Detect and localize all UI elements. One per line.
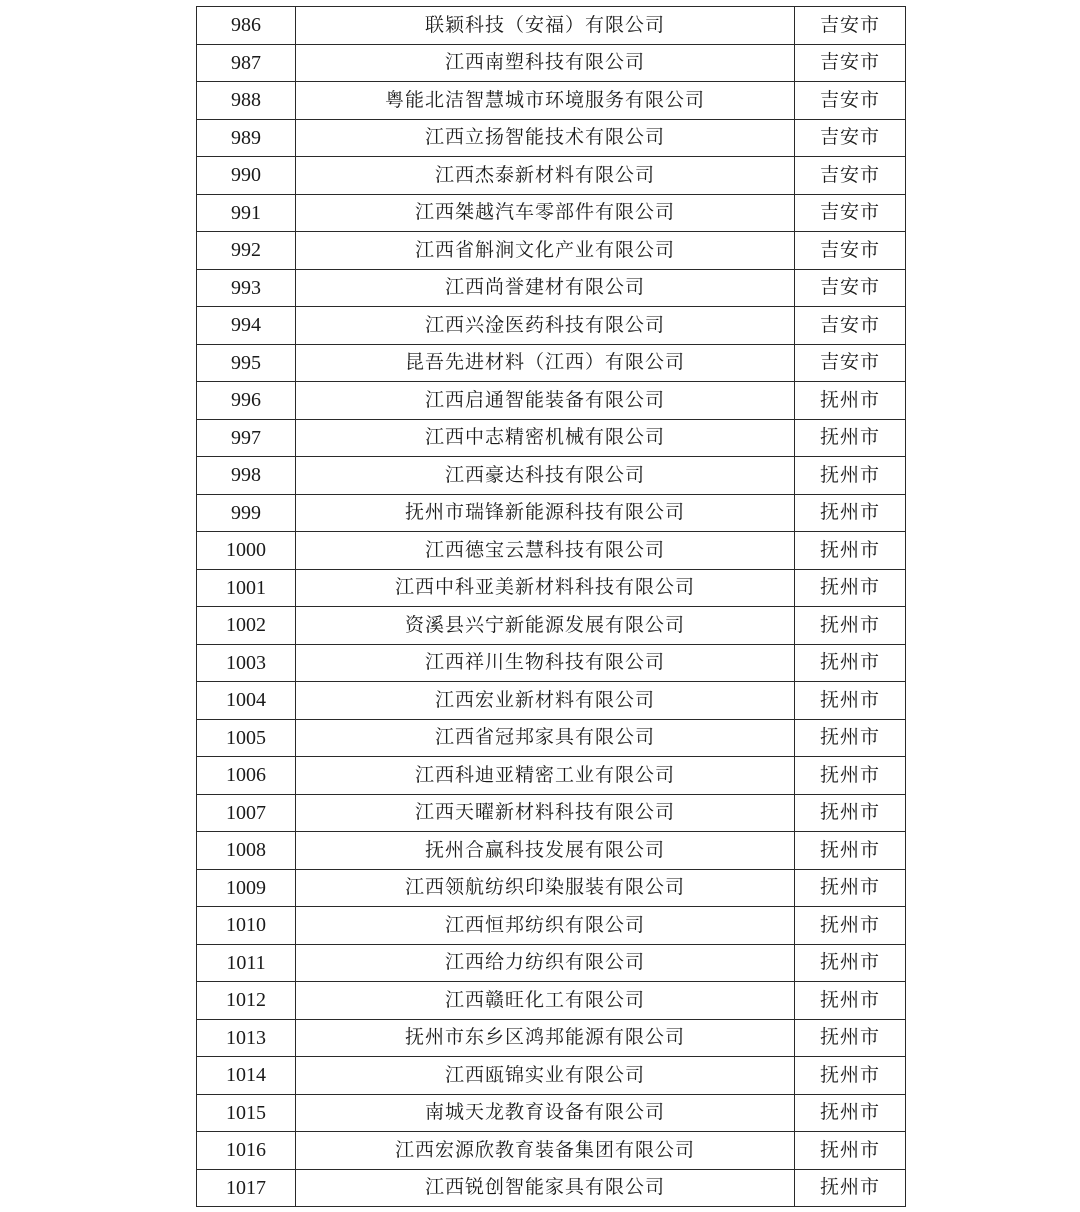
row-number-cell: 1010 — [197, 907, 296, 945]
row-number-cell: 994 — [197, 307, 296, 345]
row-number-cell: 1000 — [197, 532, 296, 570]
table-row — [197, 7, 906, 45]
table-row — [197, 44, 906, 82]
row-number-cell: 1003 — [197, 644, 296, 682]
city-cell: 抚州市 — [795, 719, 906, 757]
table-row — [197, 682, 906, 720]
company-name-cell: 江西恒邦纺织有限公司 — [296, 907, 795, 945]
city-cell: 抚州市 — [795, 532, 906, 570]
row-number-cell: 999 — [197, 494, 296, 532]
city-cell: 抚州市 — [795, 569, 906, 607]
company-name-cell: 江西宏源欣教育装备集团有限公司 — [296, 1132, 795, 1170]
company-name-cell: 江西立扬智能技术有限公司 — [296, 119, 795, 157]
company-list-table — [196, 6, 906, 1207]
company-name-cell: 江西锐创智能家具有限公司 — [296, 1169, 795, 1207]
city-cell: 吉安市 — [795, 82, 906, 120]
table-row — [197, 269, 906, 307]
company-name-cell: 江西南塑科技有限公司 — [296, 44, 795, 82]
city-cell: 抚州市 — [795, 944, 906, 982]
city-cell: 吉安市 — [795, 119, 906, 157]
table-row — [197, 82, 906, 120]
table-row — [197, 1057, 906, 1095]
row-number-cell: 1001 — [197, 569, 296, 607]
company-name-cell: 江西科迪亚精密工业有限公司 — [296, 757, 795, 795]
row-number-cell: 1015 — [197, 1094, 296, 1132]
company-name-cell: 江西桀越汽车零部件有限公司 — [296, 194, 795, 232]
city-cell: 抚州市 — [795, 907, 906, 945]
city-cell: 抚州市 — [795, 794, 906, 832]
city-cell: 抚州市 — [795, 494, 906, 532]
city-cell: 抚州市 — [795, 1132, 906, 1170]
company-name-cell: 抚州市瑞锋新能源科技有限公司 — [296, 494, 795, 532]
city-cell: 抚州市 — [795, 1169, 906, 1207]
table-row — [197, 419, 906, 457]
table-row — [197, 757, 906, 795]
table-row — [197, 119, 906, 157]
company-name-cell: 江西启通智能装备有限公司 — [296, 382, 795, 420]
table-row — [197, 344, 906, 382]
table-row — [197, 794, 906, 832]
city-cell: 抚州市 — [795, 607, 906, 645]
table-row — [197, 907, 906, 945]
row-number-cell: 988 — [197, 82, 296, 120]
company-name-cell: 江西给力纺织有限公司 — [296, 944, 795, 982]
city-cell: 吉安市 — [795, 194, 906, 232]
table-row — [197, 1094, 906, 1132]
company-name-cell: 江西瓯锦实业有限公司 — [296, 1057, 795, 1095]
table-row — [197, 457, 906, 495]
table-row — [197, 494, 906, 532]
city-cell: 吉安市 — [795, 44, 906, 82]
company-name-cell: 粤能北洁智慧城市环境服务有限公司 — [296, 82, 795, 120]
table-row — [197, 944, 906, 982]
row-number-cell: 987 — [197, 44, 296, 82]
row-number-cell: 995 — [197, 344, 296, 382]
row-number-cell: 1017 — [197, 1169, 296, 1207]
city-cell: 吉安市 — [795, 344, 906, 382]
city-cell: 抚州市 — [795, 419, 906, 457]
city-cell: 抚州市 — [795, 1057, 906, 1095]
city-cell: 抚州市 — [795, 682, 906, 720]
table-row — [197, 644, 906, 682]
row-number-cell: 1016 — [197, 1132, 296, 1170]
table-row — [197, 719, 906, 757]
row-number-cell: 997 — [197, 419, 296, 457]
row-number-cell: 993 — [197, 269, 296, 307]
table-row — [197, 1019, 906, 1057]
city-cell: 吉安市 — [795, 7, 906, 45]
table-row — [197, 982, 906, 1020]
row-number-cell: 1014 — [197, 1057, 296, 1095]
table-row — [197, 1132, 906, 1170]
company-name-cell: 昆吾先进材料（江西）有限公司 — [296, 344, 795, 382]
table-row — [197, 307, 906, 345]
company-name-cell: 江西祥川生物科技有限公司 — [296, 644, 795, 682]
table-row — [197, 832, 906, 870]
table-row — [197, 194, 906, 232]
company-name-cell: 江西豪达科技有限公司 — [296, 457, 795, 495]
row-number-cell: 1007 — [197, 794, 296, 832]
row-number-cell: 990 — [197, 157, 296, 195]
company-name-cell: 江西宏业新材料有限公司 — [296, 682, 795, 720]
row-number-cell: 1006 — [197, 757, 296, 795]
row-number-cell: 996 — [197, 382, 296, 420]
city-cell: 吉安市 — [795, 307, 906, 345]
table-row — [197, 569, 906, 607]
city-cell: 吉安市 — [795, 157, 906, 195]
row-number-cell: 1004 — [197, 682, 296, 720]
company-name-cell: 江西杰泰新材料有限公司 — [296, 157, 795, 195]
city-cell: 抚州市 — [795, 832, 906, 870]
city-cell: 抚州市 — [795, 382, 906, 420]
city-cell: 抚州市 — [795, 757, 906, 795]
company-name-cell: 江西省斛涧文化产业有限公司 — [296, 232, 795, 270]
row-number-cell: 1011 — [197, 944, 296, 982]
row-number-cell: 1012 — [197, 982, 296, 1020]
company-name-cell: 江西德宝云慧科技有限公司 — [296, 532, 795, 570]
company-name-cell: 江西赣旺化工有限公司 — [296, 982, 795, 1020]
row-number-cell: 998 — [197, 457, 296, 495]
row-number-cell: 1013 — [197, 1019, 296, 1057]
company-name-cell: 联颖科技（安福）有限公司 — [296, 7, 795, 45]
table-row — [197, 157, 906, 195]
city-cell: 抚州市 — [795, 457, 906, 495]
company-name-cell: 江西中科亚美新材料科技有限公司 — [296, 569, 795, 607]
city-cell: 抚州市 — [795, 1094, 906, 1132]
row-number-cell: 1005 — [197, 719, 296, 757]
table-body — [197, 7, 906, 1207]
company-name-cell: 资溪县兴宁新能源发展有限公司 — [296, 607, 795, 645]
company-name-cell: 江西中志精密机械有限公司 — [296, 419, 795, 457]
city-cell: 抚州市 — [795, 982, 906, 1020]
table-row — [197, 232, 906, 270]
table-row — [197, 532, 906, 570]
table-row — [197, 607, 906, 645]
table-row — [197, 382, 906, 420]
city-cell: 吉安市 — [795, 232, 906, 270]
city-cell: 抚州市 — [795, 1019, 906, 1057]
city-cell: 抚州市 — [795, 869, 906, 907]
company-name-cell: 江西省冠邦家具有限公司 — [296, 719, 795, 757]
table-row — [197, 1169, 906, 1207]
company-name-cell: 南城天龙教育设备有限公司 — [296, 1094, 795, 1132]
company-name-cell: 江西领航纺织印染服装有限公司 — [296, 869, 795, 907]
company-name-cell: 抚州市东乡区鸿邦能源有限公司 — [296, 1019, 795, 1057]
row-number-cell: 989 — [197, 119, 296, 157]
row-number-cell: 1009 — [197, 869, 296, 907]
company-name-cell: 江西尚誉建材有限公司 — [296, 269, 795, 307]
row-number-cell: 1002 — [197, 607, 296, 645]
city-cell: 抚州市 — [795, 644, 906, 682]
company-name-cell: 抚州合赢科技发展有限公司 — [296, 832, 795, 870]
row-number-cell: 991 — [197, 194, 296, 232]
city-cell: 吉安市 — [795, 269, 906, 307]
row-number-cell: 1008 — [197, 832, 296, 870]
company-name-cell: 江西天曜新材料科技有限公司 — [296, 794, 795, 832]
row-number-cell: 986 — [197, 7, 296, 45]
table-row — [197, 869, 906, 907]
row-number-cell: 992 — [197, 232, 296, 270]
company-name-cell: 江西兴淦医药科技有限公司 — [296, 307, 795, 345]
